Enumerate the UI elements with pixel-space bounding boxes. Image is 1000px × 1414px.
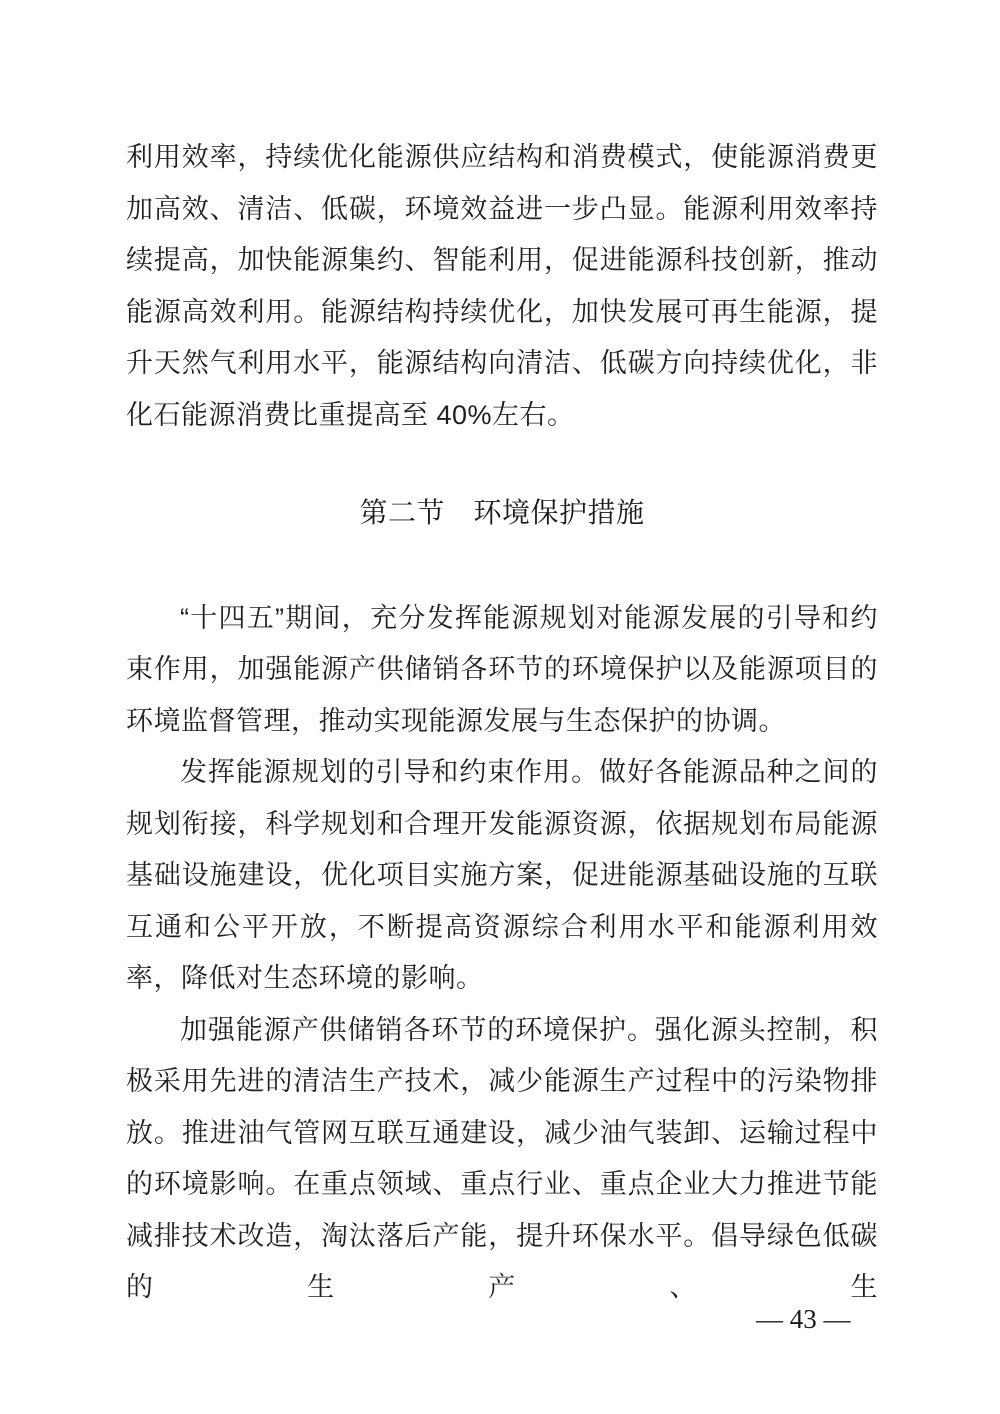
- section-heading: 第二节 环境保护措施: [359, 497, 645, 528]
- body-paragraph-continuation: 利用效率，持续优化能源供应结构和消费模式，使能源消费更加高效、清洁、低碳，环境效益进一步凸显。能源利用效率持续提高，加快能源集约、智能利用，促进能源科技创新，推动能源高效利用。能源结构持续优化，加快发展可再生能源，提升天然气利用水平，能源结构向清洁、低碳方向持续优化，非化石能源消费比重提高至 40%左右。: [126, 142, 878, 430]
- document-body: [126, 132, 878, 1314]
- body-paragraph: 加强能源产供储销各环节的环境保护。强化源头控制，积极采用先进的清洁生产技术，减少能源生产过程中的污染物排放。推进油气管网互联互通建设，减少油气装卸、运输过程中的环境影响。在重点领域、重点行业、重点企业大力推进节能减排技术改造，淘汰落后产能，提升环保水平。倡导绿色低碳的生产、生: [126, 1014, 878, 1302]
- body-paragraph: “十四五”期间，充分发挥能源规划对能源发展的引导和约束作用，加强能源产供储销各环节的环境保护以及能源项目的环境监督管理，推动实现能源发展与生态保护的协调。: [126, 602, 878, 736]
- page-number: — 43 —: [756, 1304, 851, 1334]
- body-paragraph: 发挥能源规划的引导和约束作用。做好各能源品种之间的规划衔接，科学规划和合理开发能源资源，依据规划布局能源基础设施建设，优化项目实施方案，促进能源基础设施的互联互通和公平开放，不断提高资源综合利用水平和能源利用效率，降低对生态环境的影响。: [126, 757, 878, 993]
